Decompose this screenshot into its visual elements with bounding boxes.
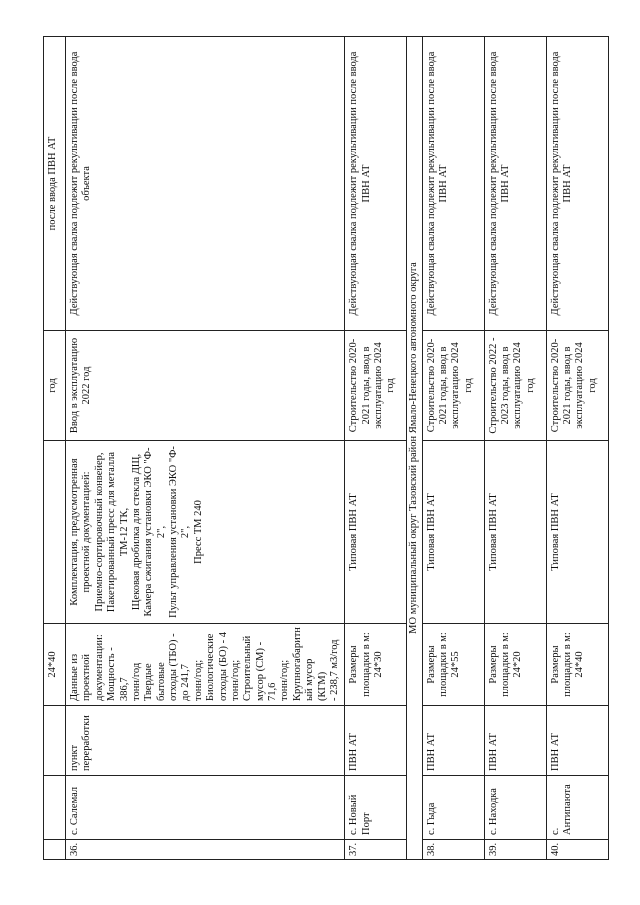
size-line: 24*20 xyxy=(512,651,524,678)
size-line: Биологические xyxy=(205,633,217,701)
after-cell: после ввода ПВН АТ xyxy=(44,37,66,331)
equipment-line: Типовая ПВН АТ xyxy=(348,493,360,571)
equipment-line: 2", xyxy=(180,525,192,539)
size-line: тонн/год xyxy=(130,662,142,701)
size-info xyxy=(484,624,546,706)
size-line: ый мусор (КГМ) xyxy=(304,658,328,701)
facility-type: ПВН АТ xyxy=(484,706,546,776)
row-number: 36. xyxy=(66,840,345,860)
equipment-line: Типовая ПВН АТ xyxy=(487,493,499,571)
dump-info: Действующая свалка подлежит рекультивации после ввода ПВН АТ xyxy=(422,37,484,331)
facility-type: пункт переработки xyxy=(66,706,345,776)
dump-info: Действующая свалка подлежит рекультивации после ввода ПВН АТ xyxy=(546,37,608,331)
size-line: Размеры xyxy=(487,645,499,684)
equipment-line: Пакетированный пресс для металла xyxy=(106,451,118,613)
schedule-info: Строительство 2020-2021 годы, ввод в эксплуатацию 2024 год xyxy=(345,331,407,441)
settlement-name: с. Салемал xyxy=(66,776,345,840)
table-row xyxy=(546,37,608,860)
table-row xyxy=(345,37,407,860)
size-line: площадки в м: xyxy=(438,632,449,697)
settlement-cell xyxy=(44,776,66,840)
type-cell xyxy=(44,706,66,776)
equipment-info xyxy=(546,441,608,624)
schedule-info: Строительство 2020-2021 годы, ввод в эксплуатацию 2024 год xyxy=(422,331,484,441)
equipment-cell xyxy=(44,441,66,624)
size-line: тонн/год; xyxy=(192,659,204,701)
size-line: Твердые бытовые xyxy=(143,662,167,701)
size-line: площадки в м: xyxy=(500,632,511,697)
equipment-line: Пульт управления установки ЭКО "Ф- xyxy=(168,446,179,618)
dump-info: Действующая свалка подлежит рекультивации после ввода ПВН АТ xyxy=(345,37,407,331)
size-info xyxy=(422,624,484,706)
equipment-line: 2", xyxy=(155,525,167,539)
size-info xyxy=(66,624,345,706)
equipment-line: Типовая ПВН АТ xyxy=(425,493,437,571)
size-line: проектной xyxy=(81,654,93,701)
size-line: Размеры xyxy=(549,645,561,684)
size-line: площадки в м: xyxy=(562,632,573,697)
size-line: отходы (БО) - 4 xyxy=(217,631,229,701)
dump-info: Действующая свалка подлежит рекультивации после ввода ПВН АТ xyxy=(484,37,546,331)
schedule-info: Строительство 2020-2021 годы, ввод в эксплуатацию 2024 год xyxy=(546,331,608,441)
settlement-name: с. Находка xyxy=(484,776,546,840)
size-line: документации: xyxy=(93,634,105,701)
equipment-line: Камера сжигания установки ЭКО "Ф- xyxy=(143,447,155,617)
settlement-name: с. Антипаюта xyxy=(546,776,608,840)
size-info xyxy=(345,624,407,706)
settlement-name: с. Гыда xyxy=(422,776,484,840)
facility-type: ПВН АТ xyxy=(345,706,407,776)
size-info xyxy=(546,624,608,706)
size-line: до 241,7 xyxy=(180,664,192,701)
size-line: 24*30 xyxy=(373,651,384,678)
num-cell xyxy=(44,840,66,860)
equipment-info xyxy=(484,441,546,624)
row-number: 37. xyxy=(345,840,407,860)
settlement-name: с. Новый Порт xyxy=(345,776,407,840)
equipment-line: Пресс ТМ 240 xyxy=(192,500,204,564)
size-line: площадки в м: xyxy=(360,632,372,697)
facilities-table xyxy=(43,36,609,860)
table-row xyxy=(422,37,484,860)
equipment-info xyxy=(422,441,484,624)
size-line: Строительный xyxy=(242,635,254,701)
schedule-info: Строительство 2022 - 2023 годы, ввод в эксплуатацию 2024 год xyxy=(484,331,546,441)
section-row xyxy=(407,37,422,860)
facility-type: ПВН АТ xyxy=(546,706,608,776)
equipment-line: проектной документацией: xyxy=(81,471,93,593)
equipment-line: Комплектация, предусмотренная xyxy=(69,458,80,606)
size-cell: 24*40 xyxy=(44,624,66,706)
facility-type: ПВН АТ xyxy=(422,706,484,776)
size-line: 24*40 xyxy=(574,651,586,678)
year-cell: год xyxy=(44,331,66,441)
header-row xyxy=(44,37,66,860)
equipment-line: Щековая дробилка для стекла ДЩ, xyxy=(130,453,142,611)
equipment-info xyxy=(66,441,345,624)
section-title: МО муниципальный округ Тазовский район Ямало-Ненецкого автономного округа xyxy=(407,37,422,860)
size-line: мусор (СМ) - 71,6 xyxy=(254,641,278,701)
row-number: 38. xyxy=(422,840,484,860)
size-line: Крупногабаритн xyxy=(291,627,303,701)
size-line: тонн/год; xyxy=(229,659,241,701)
size-line: - 238,7 м3/год xyxy=(328,639,340,701)
size-line: 24*55 xyxy=(450,651,462,678)
size-line: Мощность - 386,7 xyxy=(106,647,130,701)
table-row xyxy=(66,37,345,860)
equipment-line: Приемно-сортировочный конвейер, xyxy=(93,452,105,612)
equipment-info xyxy=(345,441,407,624)
equipment-line: ТМ-12 ТК, xyxy=(118,507,130,557)
schedule-info: Ввод в эксплуатацию 2022 год xyxy=(66,331,345,441)
size-line: Размеры xyxy=(348,645,360,684)
row-number: 39. xyxy=(484,840,546,860)
rotated-table-container xyxy=(43,37,598,860)
size-line: отходы (ТБО) - xyxy=(168,633,179,701)
equipment-line: Типовая ПВН АТ xyxy=(549,493,561,571)
size-line: Размеры xyxy=(425,645,437,684)
size-line: тонн/год; xyxy=(279,659,291,701)
dump-info: Действующая свалка подлежит рекультивации после ввода объекта xyxy=(66,37,345,331)
size-line: Данные из xyxy=(69,653,80,701)
table-row xyxy=(484,37,546,860)
row-number: 40. xyxy=(546,840,608,860)
